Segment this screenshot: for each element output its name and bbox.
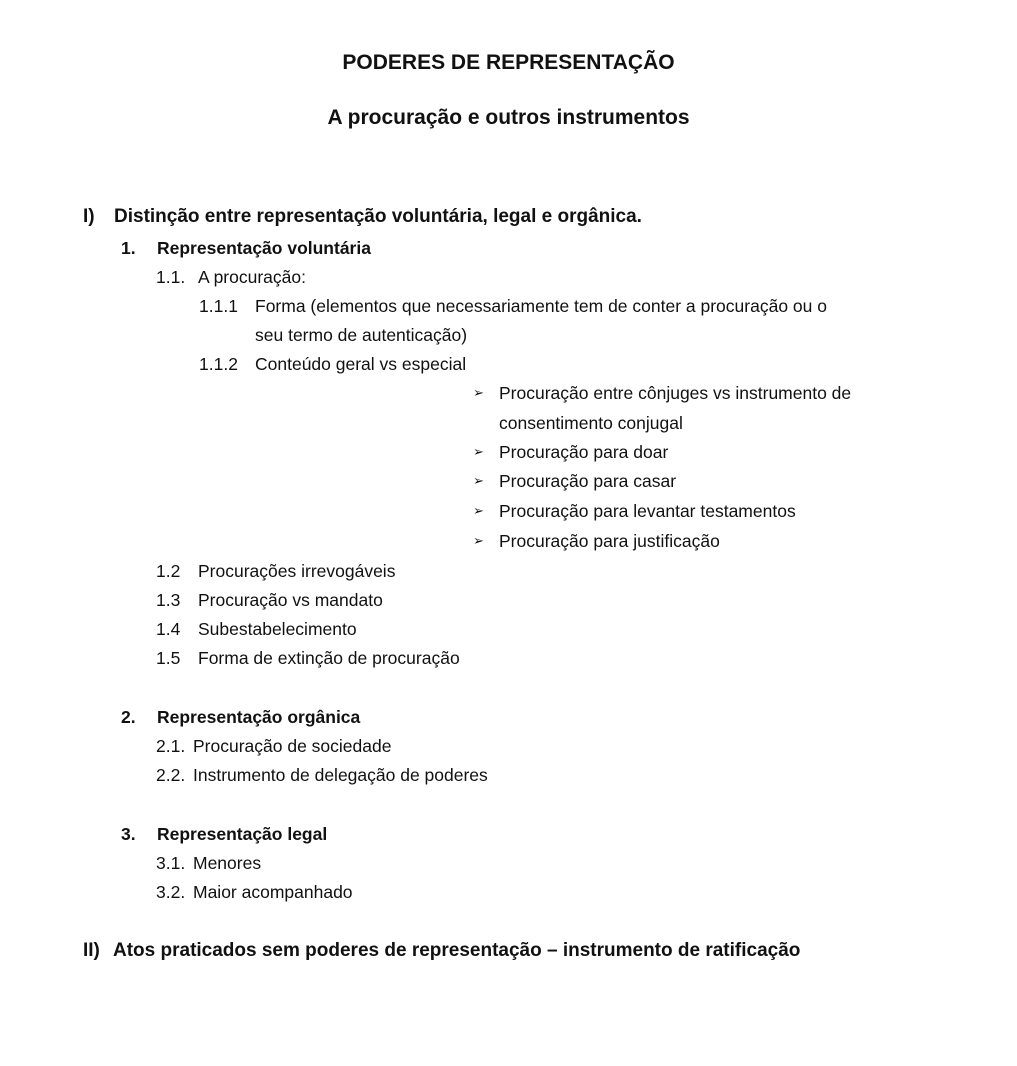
bullet-item-5: Procuração para justificação [499,531,720,551]
bullet-item-2: Procuração para doar [499,442,669,462]
item-1-4 [156,618,357,640]
item-1-1-2-number: 1.1.2 [199,354,238,374]
item-1-1-1 [199,295,827,317]
item-1-1-1-text: Forma (elementos que necessariamente tem de conter a procuração ou o [255,296,827,316]
item-2-2-number: 2.2. [156,765,186,785]
item-3-1-number: 3.1. [156,853,186,873]
bullet-arrow-icon: ➢ [473,473,484,488]
section-ii-heading [83,940,800,962]
bullet-item-3: Procuração para casar [499,471,677,491]
item-1-5-text: Forma de extinção de procuração [198,648,460,668]
item-1-3 [156,589,383,611]
item-2-number: 2. [121,707,136,727]
bullet-arrow-icon: ➢ [473,533,484,548]
section-i-number: I) [83,206,95,227]
item-2-1-text: Procuração de sociedade [193,736,392,756]
item-1-4-text: Subestabelecimento [198,619,357,639]
item-1-2-text: Procurações irrevogáveis [198,561,396,581]
bullet-arrow-icon: ➢ [473,503,484,518]
item-2-1-number: 2.1. [156,736,186,756]
bullet-item-4: Procuração para levantar testamentos [499,501,796,521]
item-2-2-text: Instrumento de delegação de poderes [193,765,488,785]
bullet-item-1: Procuração entre cônjuges vs instrumento de [499,383,852,403]
document-title: PODERES DE REPRESENTAÇÃO [342,51,675,74]
section-i-text: Distinção entre representação voluntária, legal e orgânica. [114,206,642,227]
item-3-2-number: 3.2. [156,882,186,902]
item-1-text: Representação voluntária [157,238,371,258]
item-1-3-number: 1.3 [156,590,181,610]
item-1-1-2-text: Conteúdo geral vs especial [255,354,467,374]
item-1-1-1-continuation: seu termo de autenticação) [255,325,468,345]
item-3-number: 3. [121,824,136,844]
bullet-item-1-continuation: consentimento conjugal [499,413,683,433]
bullet-arrow-icon: ➢ [473,385,484,400]
item-1-1 [156,266,306,288]
item-3-1-text: Menores [193,853,262,873]
item-1-3-text: Procuração vs mandato [198,590,383,610]
item-3-heading [121,823,327,845]
item-1-1-number: 1.1. [156,267,186,287]
item-2-heading [121,706,360,728]
section-ii-text: Atos praticados sem poderes de representação – instrumento de ratificação [113,940,801,961]
item-1-1-text: A procuração: [198,267,306,287]
section-i-heading [83,206,642,228]
item-1-1-2 [199,353,466,375]
item-2-2 [156,764,488,786]
item-1-5 [156,647,460,669]
section-ii-number: II) [83,940,100,961]
item-1-2 [156,560,395,582]
item-1-heading [121,237,371,259]
item-3-1 [156,852,261,874]
item-3-2 [156,881,353,903]
item-1-4-number: 1.4 [156,619,181,639]
bullet-arrow-icon: ➢ [473,444,484,459]
item-1-1-1-number: 1.1.1 [199,296,238,316]
item-3-text: Representação legal [157,824,328,844]
item-2-text: Representação orgânica [157,707,361,727]
document-subtitle: A procuração e outros instrumentos [327,106,690,129]
item-2-1 [156,735,391,757]
item-1-5-number: 1.5 [156,648,181,668]
item-3-2-text: Maior acompanhado [193,882,353,902]
item-1-2-number: 1.2 [156,561,181,581]
item-1-number: 1. [121,238,136,258]
